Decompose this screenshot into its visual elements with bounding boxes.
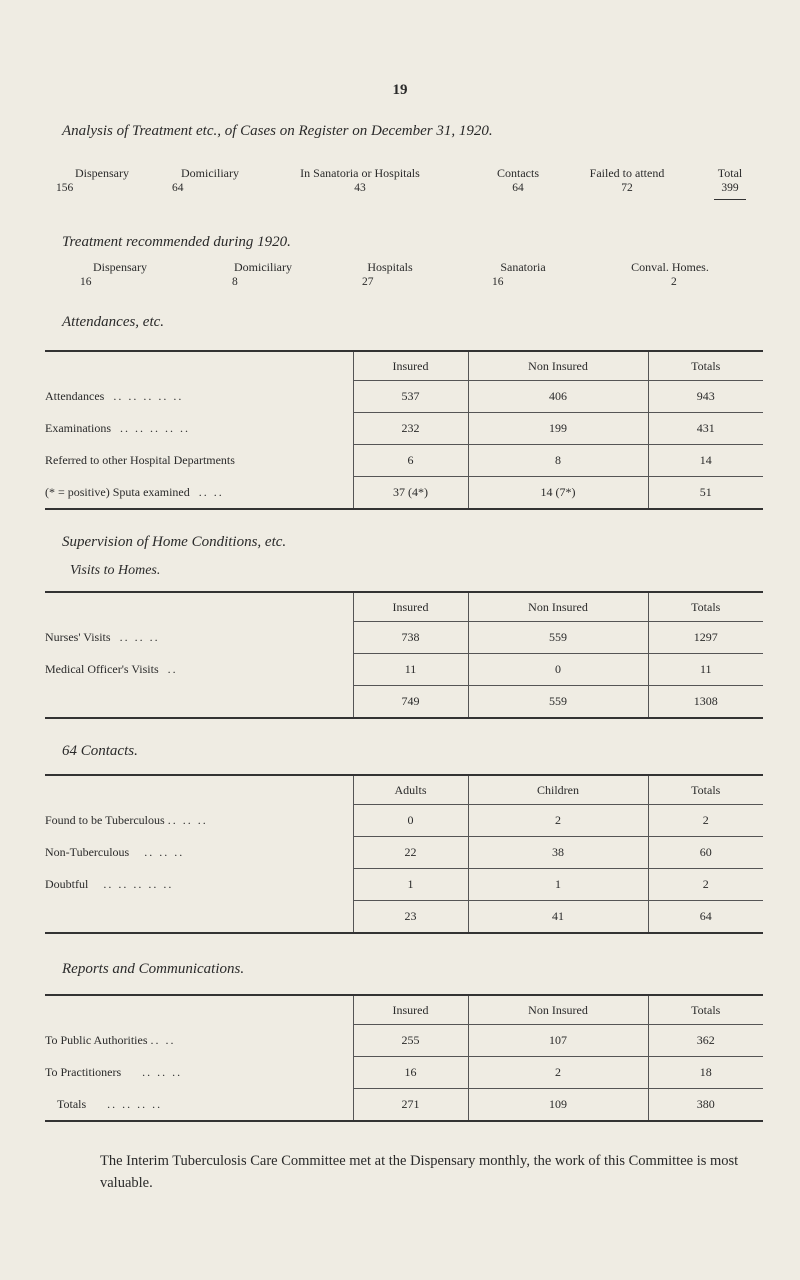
column-header: Non Insured <box>468 995 648 1025</box>
analysis-value: 399 <box>721 182 739 194</box>
analysis-label: Total <box>717 166 743 180</box>
table-row <box>45 477 763 510</box>
treatment-value: 27 <box>362 276 374 288</box>
page-number: 19 <box>392 82 408 98</box>
cell-total: 1297 <box>648 622 763 654</box>
cell-adults: 22 <box>353 837 468 869</box>
cell-total: 362 <box>648 1025 763 1057</box>
table-row <box>45 1089 763 1122</box>
cell-insured: 37 (4*) <box>353 477 468 510</box>
table-row <box>45 805 763 837</box>
table-header-row <box>45 351 763 381</box>
cell-non-insured: 406 <box>468 381 648 413</box>
analysis-value: 64 <box>172 182 184 194</box>
table-header-row <box>45 995 763 1025</box>
analysis-item <box>478 166 558 196</box>
leader-dots: .. .. .. .. .. <box>120 421 190 435</box>
row-label: Non-Tuberculous <box>45 845 130 859</box>
visits-subheading: Visits to Homes. <box>70 563 161 578</box>
analysis-item <box>704 166 756 196</box>
attendances-table <box>45 350 763 510</box>
analysis-value: 156 <box>56 182 74 194</box>
table-row <box>45 445 763 477</box>
cell-children: 41 <box>468 901 648 934</box>
treatment-label: Hospitals <box>367 260 413 274</box>
cell-total: 14 <box>648 445 763 477</box>
analysis-label: Contacts <box>497 166 539 180</box>
cell-non-insured: 559 <box>468 686 648 719</box>
cell-non-insured: 0 <box>468 654 648 686</box>
analysis-item <box>562 166 692 196</box>
table-row <box>45 869 763 901</box>
row-label: To Practitioners <box>45 1065 122 1079</box>
reports-heading: Reports and Communications. <box>62 961 245 977</box>
cell-total: 2 <box>648 869 763 901</box>
column-header: Insured <box>353 995 468 1025</box>
cell-non-insured: 14 (7*) <box>468 477 648 510</box>
table-row <box>45 381 763 413</box>
cell-non-insured: 559 <box>468 622 648 654</box>
row-label: Attendances <box>45 389 105 403</box>
cell-children: 1 <box>468 869 648 901</box>
cell-total: 1308 <box>648 686 763 719</box>
table-row <box>45 686 763 719</box>
column-header: Insured <box>353 592 468 622</box>
cell-non-insured: 199 <box>468 413 648 445</box>
cell-children: 2 <box>468 805 648 837</box>
leader-dots: .. .. .. <box>167 813 208 827</box>
treatment-heading: Treatment recommended during 1920. <box>62 234 291 250</box>
leader-dots: .. .. .. .. .. <box>113 389 184 403</box>
cell-total: 2 <box>648 805 763 837</box>
contacts-heading: 64 Contacts. <box>62 743 138 759</box>
leader-dots: .. .. .. .. .. <box>103 877 174 891</box>
treatment-value: 16 <box>492 276 504 288</box>
table-header-row <box>45 592 763 622</box>
treatment-item <box>605 260 735 290</box>
cell-insured: 738 <box>353 622 468 654</box>
cell-total: 18 <box>648 1057 763 1089</box>
row-label: Doubtful <box>45 877 89 891</box>
visits-table <box>45 591 763 719</box>
leader-dots: .. .. <box>150 1033 176 1047</box>
column-header: Totals <box>648 592 763 622</box>
treatment-label: Sanatoria <box>500 260 546 274</box>
row-label: Found to be Tuberculous <box>45 813 165 827</box>
treatment-item <box>70 260 170 290</box>
cell-insured: 271 <box>353 1089 468 1122</box>
analysis-label: Dispensary <box>75 166 129 180</box>
cell-adults: 23 <box>353 901 468 934</box>
supervision-heading: Supervision of Home Conditions, etc. <box>62 534 287 550</box>
analysis-label: In Sanatoria or Hospitals <box>300 166 420 180</box>
cell-total: 60 <box>648 837 763 869</box>
footer-paragraph: The Interim Tuberculosis Care Committee met at the Dispensary monthly, the work of this Committee is most valuable. <box>100 1153 739 1191</box>
analysis-item <box>52 166 152 196</box>
treatment-item <box>478 260 568 290</box>
row-label: To Public Authorities <box>45 1033 148 1047</box>
column-header: Non Insured <box>468 592 648 622</box>
cell-insured: 537 <box>353 381 468 413</box>
leader-dots: .. <box>167 662 178 676</box>
row-label: Medical Officer's Visits <box>45 662 159 676</box>
analysis-value: 72 <box>621 182 633 194</box>
column-header: Adults <box>353 775 468 805</box>
column-header: Totals <box>648 351 763 381</box>
cell-total: 11 <box>648 654 763 686</box>
cell-adults: 1 <box>353 869 468 901</box>
column-header: Totals <box>648 775 763 805</box>
analysis-label: Failed to attend <box>589 166 665 180</box>
cell-insured: 749 <box>353 686 468 719</box>
row-label: Examinations <box>45 421 111 435</box>
cell-children: 38 <box>468 837 648 869</box>
leader-dots: .. .. <box>198 484 224 499</box>
cell-insured: 255 <box>353 1025 468 1057</box>
cell-insured: 232 <box>353 413 468 445</box>
treatment-label: Domiciliary <box>234 260 292 274</box>
cell-total: 380 <box>648 1089 763 1122</box>
cell-insured: 11 <box>353 654 468 686</box>
row-label: Totals <box>57 1096 87 1111</box>
column-header: Non Insured <box>468 351 648 381</box>
row-label: Nurses' Visits <box>45 630 111 644</box>
cell-total: 64 <box>648 901 763 934</box>
treatment-value: 2 <box>671 276 677 288</box>
total-underline <box>714 199 746 200</box>
leader-dots: .. .. .. <box>144 845 185 859</box>
row-label: Referred to other Hospital Departments <box>45 453 235 467</box>
row-label: (* = positive) Sputa examined <box>45 484 190 499</box>
table-row <box>45 1025 763 1057</box>
leader-dots: .. .. .. .. <box>107 1096 163 1111</box>
treatment-label: Dispensary <box>93 260 147 274</box>
cell-total: 431 <box>648 413 763 445</box>
cell-insured: 6 <box>353 445 468 477</box>
treatment-value: 8 <box>232 276 238 288</box>
analysis-label: Domiciliary <box>181 166 239 180</box>
cell-non-insured: 107 <box>468 1025 648 1057</box>
table-row <box>45 837 763 869</box>
contacts-table <box>45 774 763 934</box>
attendances-heading: Attendances, etc. <box>62 314 165 330</box>
treatment-item <box>350 260 430 290</box>
analysis-value: 43 <box>354 182 366 194</box>
table-row <box>45 622 763 654</box>
leader-dots: .. .. .. <box>119 630 160 644</box>
reports-table <box>45 994 763 1122</box>
table-row <box>45 413 763 445</box>
cell-non-insured: 8 <box>468 445 648 477</box>
table-row <box>45 654 763 686</box>
cell-insured: 16 <box>353 1057 468 1089</box>
table-row <box>45 1057 763 1089</box>
treatment-value: 16 <box>80 276 92 288</box>
cell-adults: 0 <box>353 805 468 837</box>
column-header: Children <box>468 775 648 805</box>
column-header: Insured <box>353 351 468 381</box>
table-row <box>45 901 763 934</box>
cell-non-insured: 109 <box>468 1089 648 1122</box>
analysis-item <box>160 166 260 196</box>
cell-total: 51 <box>648 477 763 510</box>
analysis-value: 64 <box>512 182 524 194</box>
analysis-heading: Analysis of Treatment etc., of Cases on Register on December 31, 1920. <box>62 123 493 139</box>
cell-non-insured: 2 <box>468 1057 648 1089</box>
analysis-item <box>275 166 445 196</box>
treatment-item <box>208 260 318 290</box>
table-header-row <box>45 775 763 805</box>
leader-dots: .. .. .. <box>142 1065 183 1079</box>
cell-total: 943 <box>648 381 763 413</box>
treatment-label: Conval. Homes. <box>631 260 709 274</box>
column-header: Totals <box>648 995 763 1025</box>
